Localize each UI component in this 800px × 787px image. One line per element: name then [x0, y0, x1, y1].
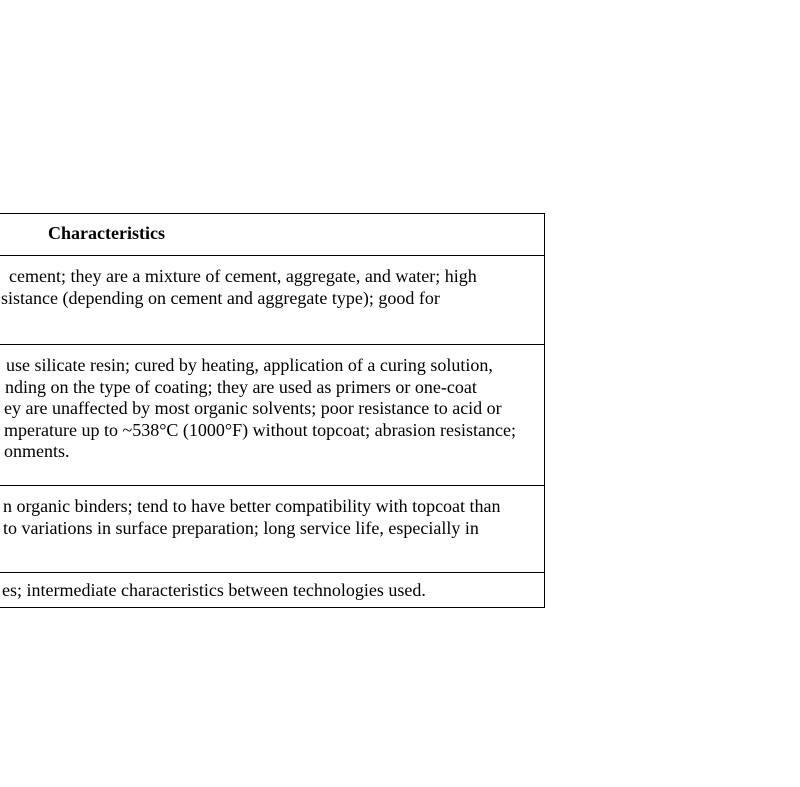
characteristics-cell [0, 580, 544, 602]
table-row [0, 572, 544, 607]
cell-text-line: cement; they are a mixture of cement, aggregate, and water; high [9, 266, 477, 286]
characteristics-cell [0, 266, 544, 309]
cell-text-line: sistance (depending on cement and aggregate type); good for [1, 287, 440, 308]
table-header-row [0, 214, 544, 255]
cell-text-line: use silicate resin; cured by heating, application of a curing solution, [6, 355, 493, 375]
characteristics-cell [0, 355, 544, 463]
characteristics-header: Characteristics [48, 223, 165, 243]
cell-text-line: mperature up to ~538°C (1000°F) without topcoat; abrasion resistance; [4, 419, 517, 440]
cell-text-line: nding on the type of coating; they are used as primers or one-coat [5, 376, 477, 397]
cell-text-line: onments. [4, 441, 70, 462]
table-row [0, 255, 544, 344]
characteristics-cell [0, 496, 544, 539]
table-row [0, 344, 544, 485]
table-row [0, 485, 544, 572]
characteristics-table [0, 213, 545, 608]
cell-text-line: ey are unaffected by most organic solvents; poor resistance to acid or [4, 398, 502, 419]
cell-text-line: n organic binders; tend to have better compatibility with topcoat than [3, 496, 501, 516]
cell-text-line: es; intermediate characteristics between technologies used. [2, 580, 426, 600]
cell-text-line: to variations in surface preparation; long service life, especially in [3, 517, 479, 538]
